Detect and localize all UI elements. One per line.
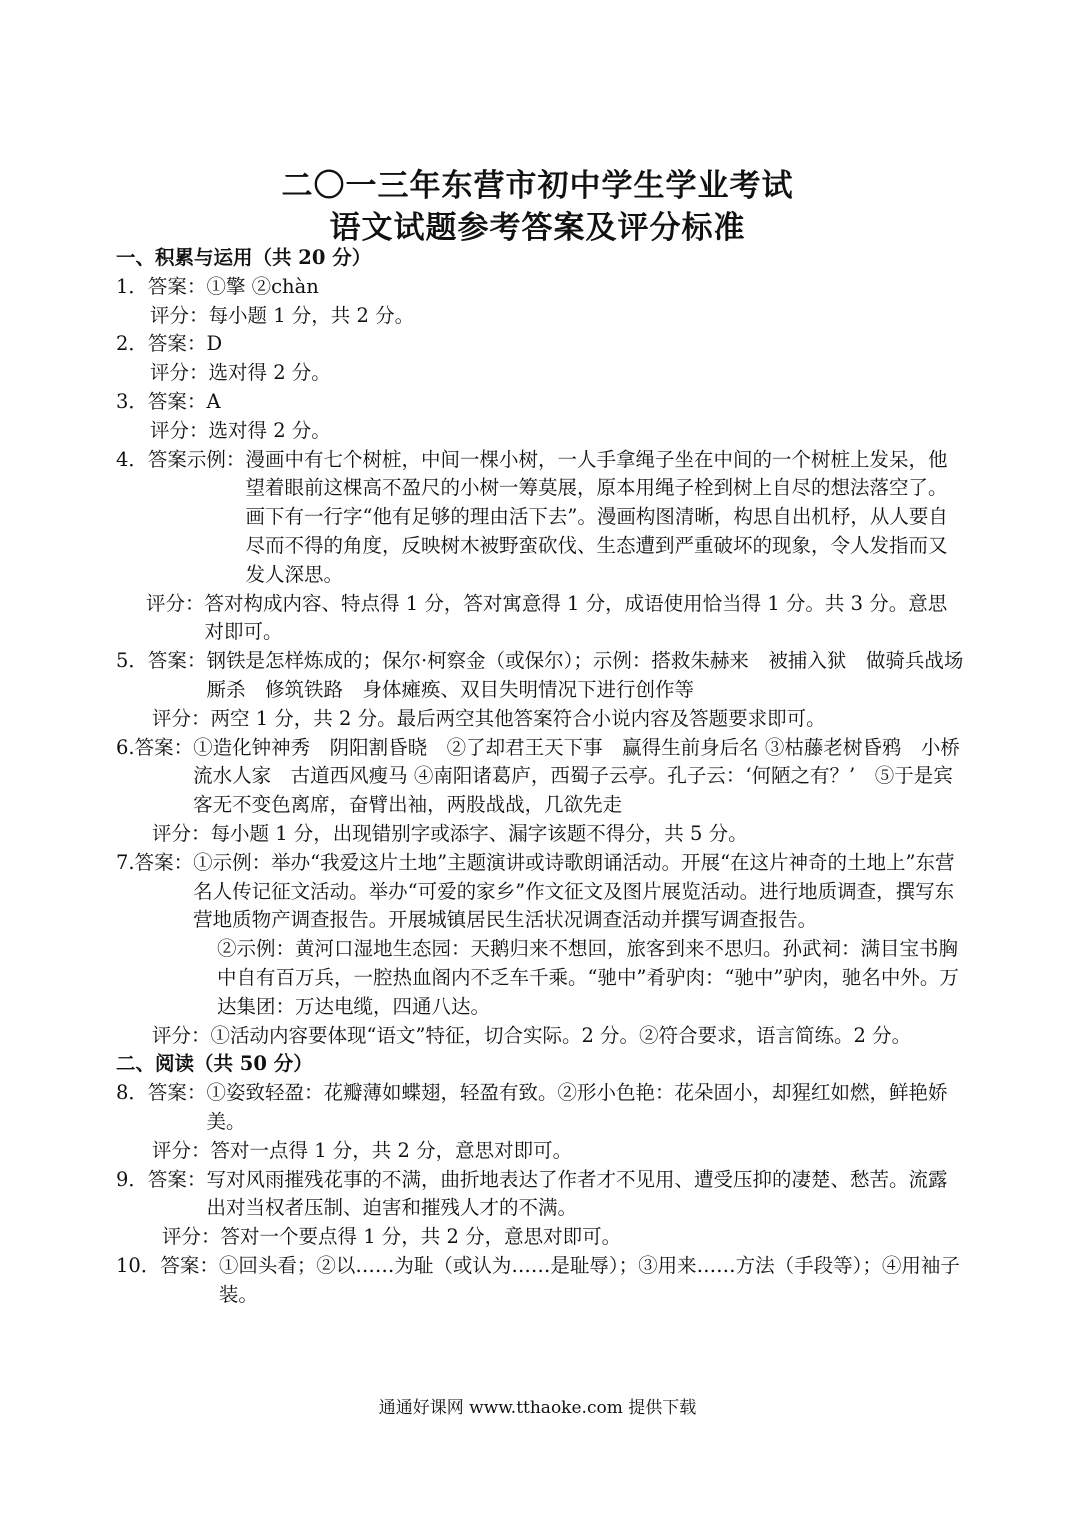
question-6-answer: [116, 734, 966, 820]
answer-label: 答案：: [147, 649, 207, 673]
question-5-answer: [116, 647, 966, 705]
answer-text: ①姿致轻盈：花瓣薄如蝶翅，轻盈有致。②形小色艳：花朵固小，却猩红如燃，鲜艳娇美。: [206, 1081, 948, 1133]
question-number: 1．: [116, 274, 148, 298]
answer-label: 答案：: [134, 850, 194, 874]
section-heading: 一、积累与运用（共 20 分）: [116, 246, 372, 269]
answer-label: 答案：: [147, 274, 207, 298]
score-label: 评分：: [146, 591, 205, 615]
question-8-answer: [116, 1079, 966, 1137]
answer-label: 答案：: [147, 1081, 207, 1105]
question-3-answer: [116, 388, 966, 417]
question-7-answer: [116, 849, 966, 935]
download-footer: 通通好课网 www.tthaoke.com 提供下载: [378, 1398, 697, 1418]
question-7-answer-part-2: ②示例：黄河口湿地生态园：天鹅归来不想回，旅客到来不思归。孙武祠：满目宝书胸中自有百万兵，一腔热血阁内不乏车千乘。“驰中”肴驴肉：“驰中”驴肉，驰名中外。万达集团：万达电缆，四通八达。: [217, 937, 959, 1018]
answer-text: ①示例：举办“我爱这片土地”主题演讲或诗歌朗诵活动。开展“在这片神奇的土地上”东营名人传记征文活动。举办“可爱的家乡”作文征文及图片展览活动。进行地质调查，撰写东营地质物产调查报告。开展城镇居民生活状况调查活动并撰写调查报告。: [193, 850, 955, 932]
question-number: 6.: [116, 735, 135, 759]
answer-label: 答案：: [160, 1253, 219, 1277]
document-subtitle: 语文试题参考答案及评分标准: [329, 210, 746, 246]
answer-text: 钢铁是怎样炼成的；保尔·柯察金（或保尔）；示例：搭救朱赫来 被捕入狱 做骑兵战场厮杀 修筑铁路 身体瘫痪、双目失明情况下进行创作等: [206, 649, 964, 701]
answer-text: A: [206, 389, 221, 413]
question-5-score: 评分：两空 1 分，共 2 分。最后两空其他答案符合小说内容及答题要求即可。: [152, 706, 826, 730]
answer-label: 答案：: [147, 389, 207, 413]
question-10-answer: [116, 1252, 966, 1310]
answer-text: ①回头看；②以……为耻（或认为……是耻辱）；③用来……方法（手段等）；④用袖子装。: [218, 1253, 960, 1306]
question-1-answer: [116, 273, 966, 302]
question-6-score: 评分：每小题 1 分，出现错别字或添字、漏字该题不得分，共 5 分。: [152, 821, 748, 845]
question-9-score: 评分：答对一个要点得 1 分，共 2 分，意思对即可。: [162, 1225, 622, 1249]
answer-label: 答案：: [147, 332, 207, 356]
score-text: 答对构成内容、特点得 1 分，答对寓意得 1 分，成语使用恰当得 1 分。共 3 分。意思对即可。: [204, 591, 948, 644]
question-number: 5．: [116, 649, 148, 673]
answer-text: 写对风雨摧残花事的不满，曲折地表达了作者才不见用、遭受压抑的凄楚、愁苦。流露出对当权者压制、迫害和摧残人才的不满。: [206, 1167, 948, 1220]
question-8-score: 评分：答对一点得 1 分，共 2 分，意思对即可。: [152, 1138, 573, 1162]
question-3-score: 评分：选对得 2 分。: [150, 418, 331, 442]
question-9-answer: [116, 1166, 966, 1224]
question-4-answer: [116, 446, 966, 590]
question-4-score: [116, 590, 966, 648]
section-heading: 二、阅读（共 50 分）: [116, 1052, 313, 1076]
question-number: 2．: [116, 332, 148, 356]
question-number: 9．: [116, 1167, 148, 1191]
answer-text: ①造化钟神秀 阴阳割昏晓 ②了却君王天下事 赢得生前身后名 ③枯藤老树昏鸦 小桥流水人家 古道西风瘦马 ④南阳诸葛庐，西蜀子云亭。孔子云：‘何陋之有？’ ⑤于是宾客无不变色离席，奋臂出袖，两股战战，几欲先走: [193, 735, 960, 817]
answer-label: 答案：: [147, 1167, 207, 1191]
question-2-answer: [116, 330, 966, 359]
answer-text: D: [206, 332, 223, 356]
question-number: 4．: [116, 447, 148, 471]
question-number: 8．: [116, 1081, 148, 1105]
question-2-score: 评分：选对得 2 分。: [150, 361, 331, 385]
question-7-score: 评分：①活动内容要体现“语文”特征，切合实际。2 分。②符合要求，语言简练。2 分。: [152, 1023, 912, 1047]
document-title: 二〇一三年东营市初中学生学业考试: [281, 168, 794, 204]
answer-label: 答案示例：: [147, 447, 246, 471]
answer-text: ①擎 ②chàn: [206, 274, 319, 298]
question-1-score: 评分：每小题 1 分，共 2 分。: [150, 303, 415, 327]
answer-label: 答案：: [134, 735, 194, 759]
answer-content: [116, 244, 966, 1309]
answer-text: 漫画中有七个树桩，中间一棵小树，一人手拿绳子坐在中间的一个树桩上发呆，他望着眼前这棵高不盈尺的小树一筹莫展，原本用绳子栓到树上自尽的想法落空了。画下有一行字“他有足够的理由活下去”。漫画构图清晰，构思自出机杼，从人要自尽而不得的角度，反映树木被野蛮砍伐、生态遭到严重破坏的现象，令人发指而又发人深思。: [245, 447, 948, 586]
question-number: 3．: [116, 389, 148, 413]
question-number: 7.: [116, 850, 135, 874]
question-number: 10．: [116, 1253, 161, 1277]
